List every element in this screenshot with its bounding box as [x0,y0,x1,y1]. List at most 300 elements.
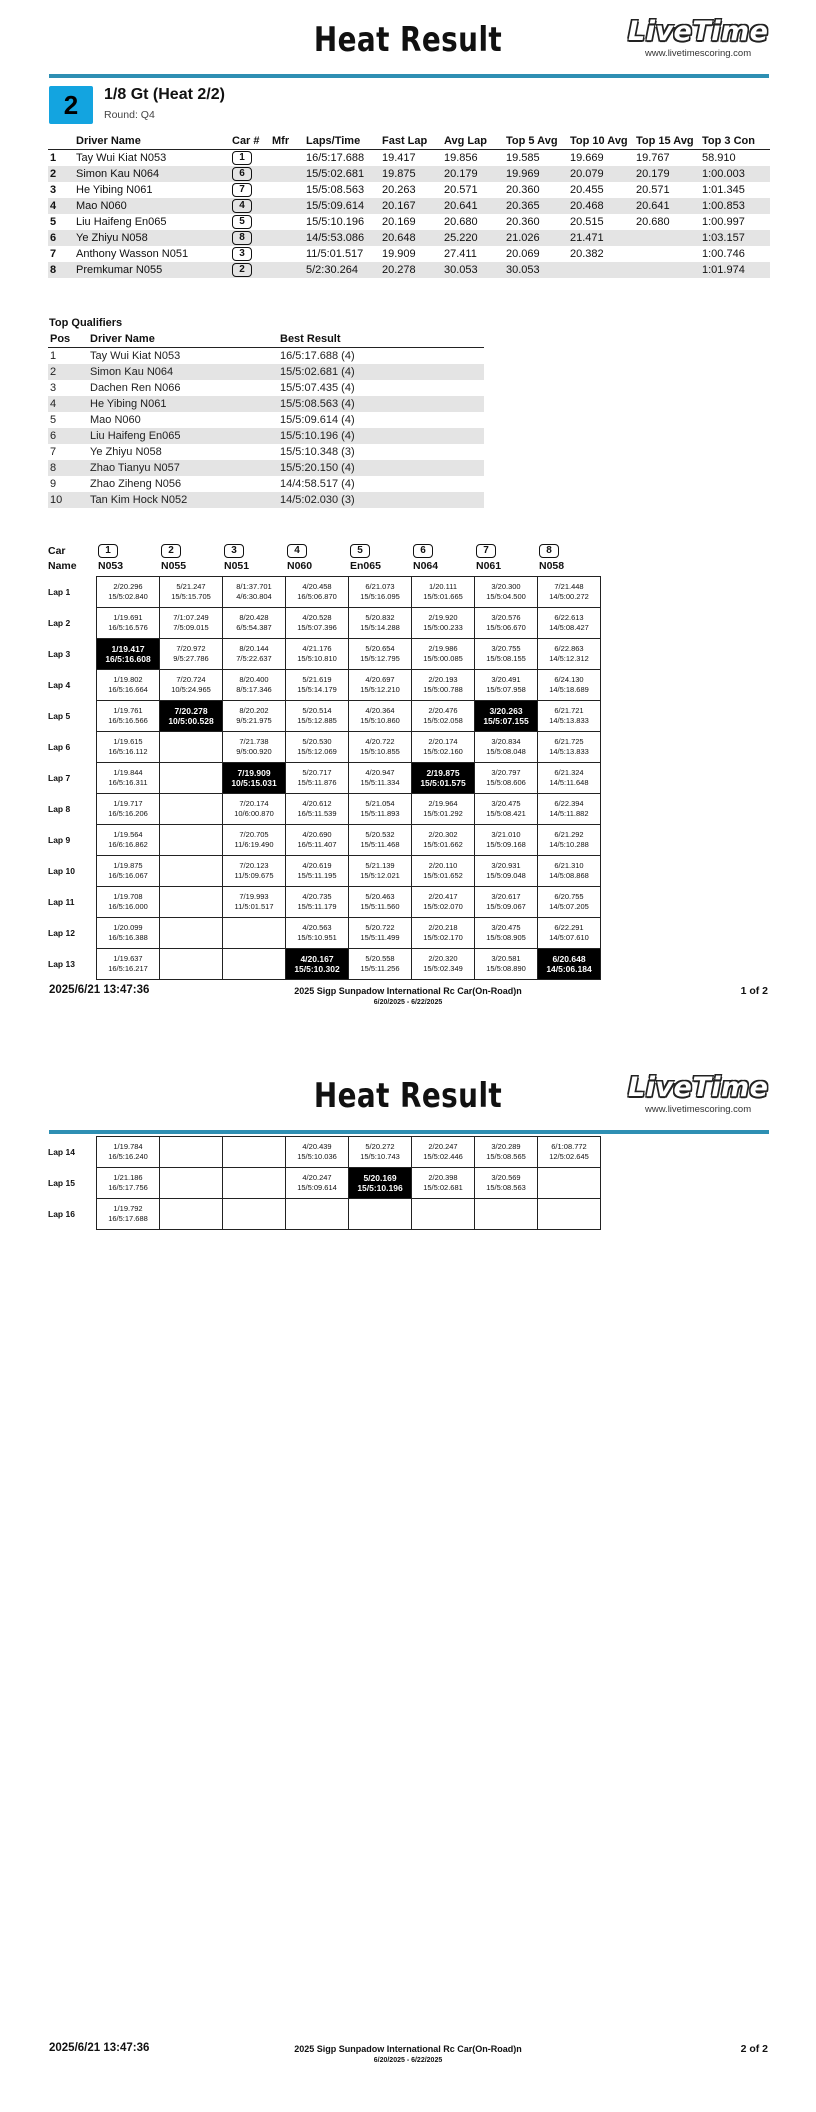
lap-cell [160,577,223,608]
car-column-header [413,544,473,572]
lap-cell [412,1168,475,1199]
lap-position-time: 4/20.247 [302,1173,332,1182]
avg-lap-cell: 27.411 [444,248,477,260]
lap-position-time: 5/20.530 [302,737,332,746]
lap-row [48,639,601,670]
fast-lap-cell: 20.278 [380,262,442,278]
car-number-badge: 6 [232,167,252,181]
car-driver-code: N060 [287,560,313,572]
logo-text: LiveTime [628,1072,769,1103]
lap-total-time: 15/5:11.499 [360,933,400,942]
lap-position-time: 1/21.186 [113,1173,143,1182]
lap-cell [538,949,601,980]
lap-total-time: 16/5:11.407 [297,840,337,849]
lap-total-time: 15/5:02.070 [423,902,463,911]
lap-total-time: 14/5:18.689 [549,685,589,694]
qualifier-row [48,460,484,476]
lap-total-time: 15/5:04.500 [486,592,526,601]
lap-cell [412,918,475,949]
top3-con-cell: 1:00.746 [702,248,745,260]
lap-position-time: 6/21.073 [365,582,395,591]
lap-cell [475,856,538,887]
fast-lap-cell: 20.169 [382,216,416,228]
lap-cell [223,763,286,794]
lap-cell [349,608,412,639]
lap-row [48,763,601,794]
car-column-header [287,544,347,572]
lap-total-time: 16/5:16.566 [108,716,148,725]
lap-total-time: 11/6:19.490 [234,840,274,849]
top15-avg-cell [634,230,700,246]
lap-number: Lap 3 [48,649,71,659]
lap-total-time: 15/5:09.067 [486,902,526,911]
qualifier-best-result: 15/5:08.563 (4) [278,396,484,412]
lap-row [48,577,601,608]
avg-lap-cell: 20.680 [444,216,478,228]
lap-total-time: 10/5:00.528 [168,716,214,726]
lap-total-time: 15/5:14.179 [297,685,337,694]
lap-cell [412,763,475,794]
lap-position-time: 3/20.491 [491,675,521,684]
lap-cell [160,732,223,763]
laps-time-cell: 14/5:53.086 [304,230,380,246]
lap-position-time: 8/1:37.701 [236,582,272,591]
lap-position-time: 4/20.439 [302,1142,332,1151]
lap-number: Lap 9 [48,835,71,845]
car-number-badge: 1 [232,151,252,165]
lap-total-time: 15/5:00.085 [423,654,463,663]
mfr-cell [270,198,304,214]
lap-number: Lap 2 [48,618,71,628]
car-number-badge: 7 [476,544,496,558]
top10-avg-cell: 20.515 [570,216,604,228]
car-column-header [350,544,410,572]
lap-number: Lap 15 [48,1178,75,1188]
lap-cell [475,670,538,701]
driver-name-cell: Tay Wui Kiat N053 [76,152,167,164]
page-title: Heat Result [313,1076,503,1116]
lap-cell [286,1168,349,1199]
lap-cell [160,701,223,732]
results-row [48,198,770,214]
lap-position-time: 4/20.528 [302,613,332,622]
lap-cell [538,1168,601,1199]
lap-position-time: 1/19.792 [113,1204,143,1213]
fast-lap-cell: 20.167 [380,198,442,214]
footer-timestamp: 2025/6/21 13:47:36 [49,984,150,996]
heat-round: Round: Q4 [104,109,155,121]
lap-total-time: 16/5:17.688 [108,1214,148,1223]
car-number-cell [230,198,270,214]
qualifier-row [48,380,484,396]
lap-total-time: 15/5:12.795 [360,654,400,663]
position-cell: 7 [50,248,57,260]
lap-position-time: 4/20.947 [365,768,395,777]
lap-total-time: 15/5:02.446 [423,1152,463,1161]
qualifier-row [48,476,484,492]
lap-total-time: 14/5:07.205 [549,902,589,911]
qualifier-pos: 7 [50,446,57,458]
lap-total-time: 16/5:16.576 [108,623,148,632]
top3-con-cell: 1:03.157 [700,230,770,246]
lap-cell [538,1137,601,1168]
qualifier-driver: Mao N060 [90,414,141,426]
lap-position-time: 7/21.448 [554,582,584,591]
laps-time-cell: 15/5:02.681 [304,166,380,182]
qualifier-pos: 9 [50,478,57,490]
top10-avg-cell: 20.468 [568,198,634,214]
results-row [48,262,770,278]
lap-cell [286,732,349,763]
qual-col-driver: Driver Name [88,331,278,348]
lap-cell [160,608,223,639]
lap-cell [97,577,160,608]
lap-total-time: 14/5:00.272 [549,592,589,601]
qualifier-best-result: 15/5:09.614 (4) [280,414,355,426]
position-cell: 8 [48,262,74,278]
col-top15-avg: Top 15 Avg [634,132,700,150]
lap-total-time: 14/5:13.833 [549,716,589,725]
lap-position-time: 5/20.169 [363,1173,397,1183]
lap-cell [538,701,601,732]
lap-cell [286,825,349,856]
lap-cell [160,1137,223,1168]
lap-row [48,732,601,763]
page-2 [0,1056,816,2112]
top5-avg-cell: 20.360 [506,184,540,196]
lap-cell [97,794,160,825]
lap-number: Lap 4 [48,680,71,690]
top3-con-cell: 1:00.997 [702,216,745,228]
top-qualifiers-label: Top Qualifiers [49,317,123,329]
lap-total-time: 14/5:07.610 [549,933,589,942]
lap-cell [97,1137,160,1168]
lap-total-time: 15/5:08.890 [486,964,526,973]
results-row [48,166,770,182]
lap-cell [538,856,601,887]
lap-total-time: 15/5:02.170 [423,933,463,942]
car-driver-code: N058 [539,560,565,572]
top3-con-cell: 1:00.003 [700,166,770,182]
car-number-badge: 5 [350,544,370,558]
lap-total-time: 16/5:06.870 [297,592,337,601]
lap-cell [412,608,475,639]
lap-position-time: 2/20.218 [428,923,458,932]
lap-cell [349,763,412,794]
top5-avg-cell: 20.360 [506,216,540,228]
top15-avg-cell: 20.179 [634,166,700,182]
avg-lap-cell: 20.641 [442,198,504,214]
laps-time-cell: 5/2:30.264 [304,262,380,278]
car-number-badge: 8 [539,544,559,558]
lap-cell [412,887,475,918]
lap-total-time: 15/5:06.670 [486,623,526,632]
col-fast-lap: Fast Lap [380,132,442,150]
lap-cell [223,856,286,887]
col-pos [48,132,74,150]
lap-position-time: 6/1:08.772 [551,1142,587,1151]
car-driver-code: En065 [350,560,381,572]
lap-total-time: 10/6:00.870 [234,809,274,818]
lap-position-time: 3/20.834 [491,737,521,746]
car-driver-code: N055 [161,560,187,572]
qualifier-driver: Zhao Ziheng N056 [90,478,182,490]
car-number-cell [230,262,270,278]
lap-position-time: 7/20.174 [239,799,269,808]
lap-chart-table [48,576,601,980]
driver-name-cell: Simon Kau N064 [74,166,230,182]
lap-position-time: 7/1:07.249 [173,613,209,622]
lap-row [48,1168,601,1199]
qualifier-driver: Simon Kau N064 [88,364,278,380]
car-column-header [539,544,599,572]
lap-cell [349,670,412,701]
lap-number: Lap 1 [48,587,71,597]
qualifier-pos: 8 [48,460,88,476]
lap-total-time: 16/5:16.000 [108,902,148,911]
lap-cell [412,701,475,732]
lap-position-time: 8/20.202 [239,706,269,715]
lap-total-time: 16/5:16.217 [108,964,148,973]
lap-position-time: 2/20.296 [113,582,143,591]
lap-cell [475,577,538,608]
car-number-cell [230,246,270,262]
car-column-header [98,544,158,572]
lap-position-time: 2/20.247 [428,1142,458,1151]
lap-position-time: 4/20.619 [302,861,332,870]
lap-cell [160,639,223,670]
lap-position-time: 5/20.558 [365,954,395,963]
lap-position-time: 4/21.176 [302,644,332,653]
qualifier-best-result: 15/5:02.681 (4) [278,364,484,380]
lap-position-time: 7/19.909 [237,768,271,778]
lap-total-time: 15/5:08.048 [486,747,526,756]
lap-total-time: 14/5:11.882 [549,809,589,818]
position-cell: 1 [50,152,57,164]
lap-total-time: 7/5:09.015 [173,623,209,632]
lap-cell [475,887,538,918]
lap-total-time: 9/5:21.975 [236,716,272,725]
lap-total-time: 16/5:16.240 [108,1152,148,1161]
lap-cell [223,1199,286,1230]
lap-total-time: 15/5:00.788 [423,685,463,694]
lap-position-time: 1/19.417 [111,644,145,654]
position-cell: 4 [48,198,74,214]
lap-position-time: 8/20.144 [239,644,269,653]
lap-position-time: 6/24.130 [554,675,584,684]
lap-row [48,949,601,980]
lap-cell [286,701,349,732]
lap-row [48,794,601,825]
lap-cell [286,639,349,670]
lap-cell [412,670,475,701]
lap-total-time: 16/5:16.112 [108,747,148,756]
lap-cell [160,887,223,918]
lap-position-time: 2/20.302 [428,830,458,839]
lap-total-time: 7/5:22.637 [236,654,272,663]
lap-total-time: 15/5:09.614 [297,1183,337,1192]
qualifier-row [48,492,484,508]
lap-position-time: 1/20.111 [428,582,458,591]
top5-avg-cell: 19.585 [506,152,540,164]
lap-number: Lap 14 [48,1147,75,1157]
lap-position-time: 2/19.920 [428,613,458,622]
position-cell: 6 [48,230,74,246]
lap-cell [412,732,475,763]
lap-number: Lap 8 [48,804,71,814]
lap-cell [349,794,412,825]
lap-total-time: 15/5:11.256 [360,964,400,973]
qual-col-best: Best Result [278,331,484,348]
lap-cell [349,825,412,856]
lap-cell [160,856,223,887]
footer-dates: 6/20/2025 - 6/22/2025 [373,999,443,1006]
lap-position-time: 1/20.099 [113,923,143,932]
lap-cell [412,577,475,608]
lap-cell [97,918,160,949]
lap-cell [412,825,475,856]
car-number-badge: 8 [232,231,252,245]
logo-url: www.livetimescoring.com [645,48,752,59]
lap-total-time: 15/5:07.155 [483,716,529,726]
car-number-badge: 4 [232,199,252,213]
car-number-badge: 3 [232,247,252,261]
lap-position-time: 1/19.708 [113,892,143,901]
fast-lap-cell: 19.417 [382,152,416,164]
lap-position-time: 1/19.564 [113,830,143,839]
mfr-cell [270,166,304,182]
car-number-badge: 2 [161,544,181,558]
lap-cell [223,918,286,949]
lap-position-time: 2/20.417 [428,892,458,901]
lap-total-time: 16/5:16.608 [105,654,151,664]
driver-name-cell: He Yibing N061 [76,184,153,196]
lap-total-time: 14/5:12.312 [549,654,589,663]
lap-total-time: 15/5:10.196 [357,1183,403,1193]
lap-cell [412,856,475,887]
lap-position-time: 4/20.735 [302,892,332,901]
lap-chart-table-continued [48,1136,601,1230]
lap-position-time: 5/21.619 [302,675,332,684]
lap-cell [286,887,349,918]
lap-cell [286,670,349,701]
avg-lap-cell: 25.220 [442,230,504,246]
car-driver-code: N053 [98,560,124,572]
lap-cell [349,701,412,732]
car-column-header [476,544,536,572]
top10-avg-cell: 21.471 [568,230,634,246]
lap-position-time: 1/19.802 [113,675,143,684]
lap-cell [97,763,160,794]
lap-cell [475,701,538,732]
lap-position-time: 3/20.289 [491,1142,521,1151]
lap-cell [538,1199,601,1230]
lap-position-time: 1/19.637 [113,954,143,963]
lap-total-time: 15/5:10.302 [294,964,340,974]
lap-position-time: 1/19.875 [113,861,143,870]
lap-position-time: 3/20.569 [491,1173,521,1182]
lap-position-time: 6/21.725 [554,737,584,746]
qualifier-best-result: 14/5:02.030 (3) [278,492,484,508]
lap-cell [223,577,286,608]
lap-total-time: 9/5:27.786 [173,654,209,663]
lap-total-time: 14/5:13.833 [549,747,589,756]
qualifier-driver: He Yibing N061 [88,396,278,412]
lap-position-time: 5/20.717 [302,768,332,777]
fast-lap-cell: 19.909 [382,248,416,260]
lap-cell [160,918,223,949]
lap-position-time: 6/21.721 [554,706,584,715]
lap-number: Lap 16 [48,1209,75,1219]
lap-position-time: 2/20.174 [428,737,458,746]
lap-total-time: 15/5:01.652 [423,871,463,880]
lap-cell [160,825,223,856]
lap-position-time: 5/20.514 [302,706,332,715]
lap-position-time: 2/20.193 [428,675,458,684]
col-laps-time: Laps/Time [304,132,380,150]
lap-cell [538,608,601,639]
lap-position-time: 4/20.563 [302,923,332,932]
position-cell: 2 [48,166,74,182]
lap-cell [97,825,160,856]
qualifier-best-result: 15/5:07.435 (4) [280,382,355,394]
results-table [48,132,770,278]
car-driver-code: N061 [476,560,502,572]
lap-total-time: 15/5:12.021 [360,871,400,880]
driver-name-cell: Ye Zhiyu N058 [74,230,230,246]
lap-total-time: 16/5:16.206 [108,809,148,818]
lap-total-time: 12/5:02.645 [549,1152,589,1161]
driver-name-cell: Mao N060 [74,198,230,214]
lap-total-time: 14/5:06.184 [546,964,592,974]
top15-avg-cell: 19.767 [636,152,670,164]
name-label: Name [48,560,77,572]
lap-cell [160,949,223,980]
lap-position-time: 5/20.463 [365,892,395,901]
mfr-cell [270,214,304,230]
lap-position-time: 4/20.458 [302,582,332,591]
lap-cell [286,608,349,639]
lap-cell [160,1168,223,1199]
lap-position-time: 5/20.654 [365,644,395,653]
lap-total-time: 15/5:10.951 [297,933,337,942]
lap-position-time: 6/20.755 [554,892,584,901]
lap-cell [475,1168,538,1199]
lap-total-time: 14/5:08.427 [549,623,589,632]
avg-lap-cell: 20.571 [444,184,478,196]
lap-position-time: 3/21.010 [491,830,521,839]
car-column-header [224,544,284,572]
qualifier-pos: 4 [48,396,88,412]
lap-total-time: 15/5:10.743 [360,1152,400,1161]
mfr-cell [270,230,304,246]
lap-cell [412,1199,475,1230]
lap-total-time: 11/5:09.675 [234,871,274,880]
lap-cell [538,825,601,856]
lap-total-time: 15/5:08.563 [486,1183,526,1192]
lap-position-time: 3/20.797 [491,768,521,777]
laps-time-cell: 15/5:08.563 [306,184,365,196]
lap-position-time: 5/21.139 [365,861,395,870]
lap-total-time: 15/5:08.606 [486,778,526,787]
mfr-cell [270,262,304,278]
lap-cell [160,763,223,794]
results-row [48,230,770,246]
lap-position-time: 7/21.738 [239,737,269,746]
col-avg-lap: Avg Lap [442,132,504,150]
position-cell: 3 [50,184,57,196]
lap-total-time: 15/5:11.876 [297,778,337,787]
